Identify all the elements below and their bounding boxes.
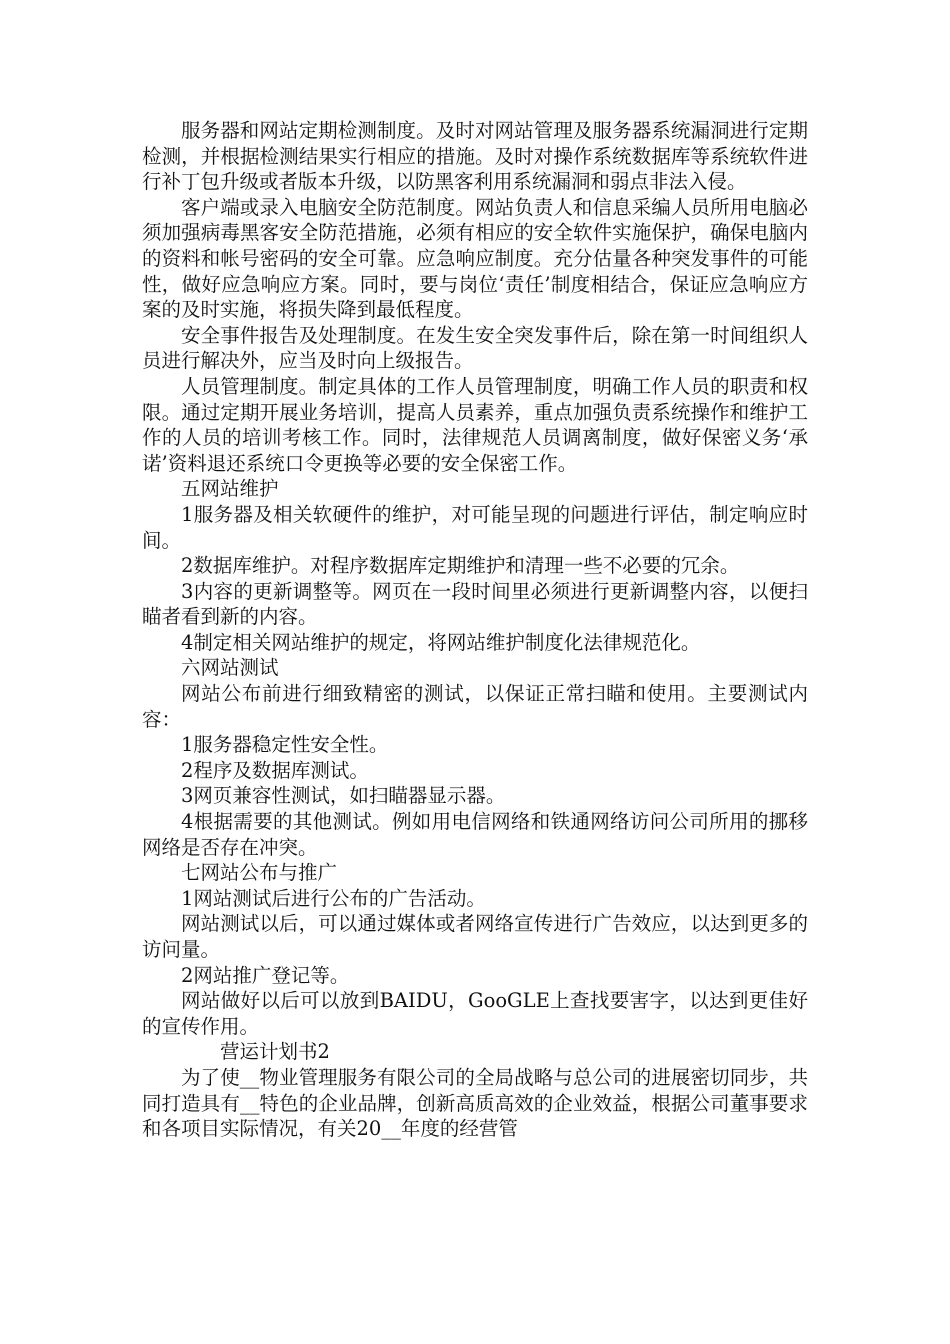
document-title: 营运计划书2 [220,1040,330,1064]
list-item-testing-2: 2程序及数据库测试。 [181,758,369,782]
paragraph-personnel-management: 人员管理制度。制定具体的工作人员管理制度，明确工作人员的职责和权限。通过定期开展业务培训，提高人员素养，重点加强负责系统操作和维护工作的人员的培训考核工作。同时，法律规范人员调离制度，做好保密义务‘承诺’资料退还系统口令更换等必要的安全保密工作。 [142,374,808,475]
list-item-publish-1: 1网站测试后进行公布的广告活动。 [181,886,486,910]
list-item-testing-1: 1服务器稳定性安全性。 [181,733,389,757]
list-item-testing-4: 4根据需要的其他测试。例如用电信网络和铁通网络访问公司所用的挪移网络是否存在冲突。 [142,810,808,859]
list-item-maintenance-2: 2数据库维护。对程序数据库定期维护和清理一些不必要的冗余。 [181,554,740,578]
list-item-maintenance-4: 4制定相关网站维护的规定，将网站维护制度化法律规范化。 [181,630,701,654]
section-heading-testing: 六网站测试 [181,656,279,680]
paragraph-plan-intro: 为了使__物业管理服务有限公司的全局战略与总公司的进展密切同步，共同打造具有__特色的企业品牌，创新高质高效的企业效益，根据公司董事要求和各项目实际情况，有关20__年度的经营管 [142,1065,808,1141]
section-heading-publish: 七网站公布与推广 [181,861,338,885]
paragraph-publish-search: 网站做好以后可以放到BAIDU，GooGLE上查找要害字，以达到更佳好的宣传作用。 [142,989,808,1038]
section-heading-maintenance: 五网站维护 [181,477,279,501]
paragraph-incident-report: 安全事件报告及处理制度。在发生安全突发事件后，除在第一时间组织人员进行解决外，应当及时向上级报告。 [142,323,808,373]
list-item-publish-2: 2网站推广登记等。 [181,963,350,987]
list-item-testing-3: 3网页兼容性测试，如扫瞄器显示器。 [181,784,506,808]
list-item-maintenance-1: 1服务器及相关软硬件的维护，对可能呈现的问题进行评估，制定响应时间。 [142,502,808,552]
paragraph-publish-media: 网站测试以后，可以通过媒体或者网络宣传进行广告效应，以达到更多的访问量。 [142,912,808,961]
paragraph-client-security: 客户端或录入电脑安全防范制度。网站负责人和信息采编人员所用电脑必须加强病毒黑客安全防范措施，必须有相应的安全软件实施保护，确保电脑内的资料和帐号密码的安全可靠。应急响应制度。充分估量各种突发事件的可能性，做好应急响应方案。同时，要与岗位‘责任’制度相结合，保证应急响应方案的及时实施，将损失降到最低程度。 [142,195,808,322]
paragraph-testing-intro: 网站公布前进行细致精密的测试，以保证正常扫瞄和使用。主要测试内容： [142,682,808,731]
list-item-maintenance-3: 3内容的更新调整等。网页在一段时间里必须进行更新调整内容，以便扫瞄者看到新的内容。 [142,579,808,629]
document-page [142,118,808,1142]
paragraph-server-inspection: 服务器和网站定期检测制度。及时对网站管理及服务器系统漏洞进行定期检测，并根据检测结果实行相应的措施。及时对操作系统数据库等系统软件进行补丁包升级或者版本升级，以防黑客利用系统漏洞和弱点非法入侵。 [142,119,808,194]
